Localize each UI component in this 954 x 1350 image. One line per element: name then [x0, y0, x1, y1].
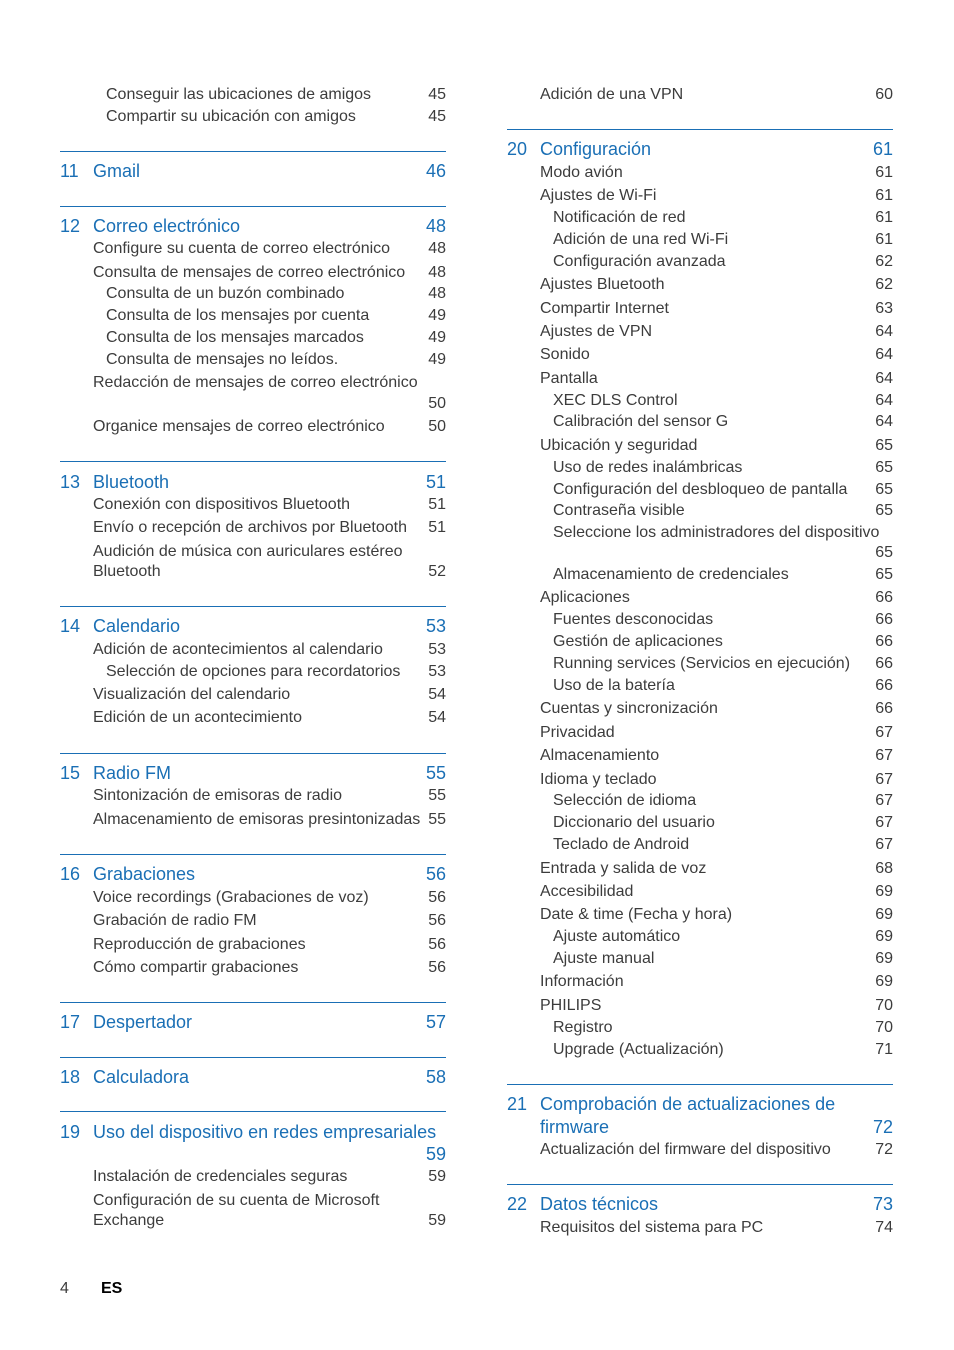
entry-title: Correo electrónico	[93, 216, 241, 236]
entry-page-number: 61	[875, 209, 893, 226]
entry-title: XEC DLS Control	[553, 392, 678, 409]
entry-page-number: 67	[875, 792, 893, 809]
entry-title: Conseguir las ubicaciones de amigos	[106, 86, 372, 103]
entry-page-number: 66	[875, 611, 893, 628]
entry-page-number: 74	[875, 1219, 893, 1236]
entry-title: Gmail	[93, 161, 141, 181]
entry-page-number: 61	[875, 231, 893, 248]
entry-title: Reproducción de grabaciones	[93, 936, 306, 953]
entry-title: Calendario	[93, 616, 181, 636]
entry-page-number: 67	[875, 814, 893, 831]
entry-page-number: 71	[875, 1041, 893, 1058]
entry-page-number: 66	[875, 589, 893, 606]
entry-title: Date & time (Fecha y hora)	[540, 906, 733, 923]
entry-title: Consulta de mensajes no leídos.	[106, 351, 339, 368]
entry-page-number: 57	[425, 1012, 446, 1032]
section-number: 18	[60, 1067, 81, 1087]
entry-title: Ajuste manual	[553, 950, 655, 967]
section-divider	[60, 1111, 446, 1112]
entry-page-number: 65	[875, 544, 893, 561]
entry-page-number: 64	[875, 323, 893, 340]
entry-page-number: 66	[875, 700, 893, 717]
entry-title: Grabaciones	[93, 864, 196, 884]
entry-page-number: 64	[875, 346, 893, 363]
entry-title: Running services (Servicios en ejecución)	[553, 655, 851, 672]
entry-title: Adición de una VPN	[540, 86, 684, 103]
entry-page-number: 49	[428, 307, 446, 324]
entry-title: Organice mensajes de correo electrónico	[93, 418, 385, 435]
entry-page-number: 67	[875, 836, 893, 853]
entry-page-number: 68	[875, 860, 893, 877]
entry-page-number: 56	[428, 912, 446, 929]
entry-page-number: 52	[428, 563, 446, 580]
entry-page-number: 56	[428, 889, 446, 906]
entry-title: Configure su cuenta de correo electrónico	[93, 240, 391, 257]
entry-title: Calculadora	[93, 1067, 190, 1087]
entry-page-number: 69	[875, 950, 893, 967]
entry-title: Requisitos del sistema para PC	[540, 1219, 764, 1236]
entry-page-number: 59	[428, 1212, 446, 1229]
entry-title: Redacción de mensajes de correo electrónico	[93, 374, 418, 391]
entry-title: Entrada y salida de voz	[540, 860, 707, 877]
entry-page-number: 67	[875, 771, 893, 788]
entry-page-number: 45	[428, 108, 446, 125]
entry-title: Ajustes de Wi-Fi	[540, 187, 657, 204]
entry-page-number: 56	[425, 864, 446, 884]
section-divider	[60, 753, 446, 754]
entry-title: Sonido	[540, 346, 590, 363]
entry-page-number: 69	[875, 928, 893, 945]
section-number: 12	[60, 216, 81, 236]
entry-page-number: 70	[875, 997, 893, 1014]
entry-title: Aplicaciones	[540, 589, 630, 606]
entry-page-number: 65	[875, 481, 893, 498]
entry-title: Teclado de Android	[553, 836, 690, 853]
entry-page-number: 59	[428, 1168, 446, 1185]
entry-title: Bluetooth	[93, 472, 170, 492]
section-number: 22	[507, 1194, 528, 1214]
section-number: 14	[60, 616, 81, 636]
section-number: 21	[507, 1094, 528, 1114]
entry-title: Pantalla	[540, 370, 598, 387]
entry-title: Consulta de los mensajes marcados	[106, 329, 364, 346]
entry-page-number: 67	[875, 724, 893, 741]
entry-page-number: 73	[872, 1194, 893, 1214]
entry-page-number: 65	[875, 437, 893, 454]
section-divider	[507, 1184, 893, 1185]
language-code: ES	[101, 1280, 123, 1297]
entry-title: Actualización del firmware del dispositivo	[540, 1141, 831, 1158]
entry-page-number: 58	[425, 1067, 446, 1087]
entry-page-number: 69	[875, 883, 893, 900]
entry-title: Almacenamiento de emisoras presintonizadas	[93, 811, 421, 828]
entry-title: Ajustes de VPN	[540, 323, 653, 340]
entry-title: Exchange	[93, 1212, 165, 1229]
entry-title: Consulta de los mensajes por cuenta	[106, 307, 370, 324]
entry-title: Gestión de aplicaciones	[553, 633, 723, 650]
entry-page-number: 56	[428, 959, 446, 976]
entry-page-number: 53	[428, 641, 446, 658]
entry-page-number: 53	[425, 616, 446, 636]
entry-page-number: 45	[428, 86, 446, 103]
entry-page-number: 60	[875, 86, 893, 103]
entry-title: Calibración del sensor G	[553, 413, 729, 430]
entry-page-number: 65	[875, 459, 893, 476]
entry-title: Almacenamiento de credenciales	[553, 566, 789, 583]
section-divider	[60, 461, 446, 462]
entry-page-number: 54	[428, 709, 446, 726]
section-number: 20	[507, 139, 528, 159]
section-number: 13	[60, 472, 81, 492]
entry-page-number: 64	[875, 413, 893, 430]
entry-page-number: 62	[875, 253, 893, 270]
entry-page-number: 62	[875, 276, 893, 293]
entry-title: Cuentas y sincronización	[540, 700, 718, 717]
entry-title: Configuración del desbloqueo de pantalla	[553, 481, 848, 498]
entry-title: Ajuste automático	[553, 928, 681, 945]
entry-page-number: 61	[875, 164, 893, 181]
section-number: 19	[60, 1122, 81, 1142]
entry-page-number: 69	[875, 973, 893, 990]
entry-page-number: 64	[875, 370, 893, 387]
section-divider	[60, 606, 446, 607]
entry-page-number: 69	[875, 906, 893, 923]
entry-title: Compartir Internet	[540, 300, 669, 317]
entry-title: Información	[540, 973, 624, 990]
entry-page-number: 59	[425, 1144, 446, 1164]
entry-page-number: 63	[875, 300, 893, 317]
entry-page-number: 48	[425, 216, 446, 236]
entry-page-number: 66	[875, 633, 893, 650]
entry-title: Sintonización de emisoras de radio	[93, 787, 343, 804]
entry-title: Notificación de red	[553, 209, 686, 226]
entry-page-number: 48	[428, 285, 446, 302]
entry-page-number: 55	[428, 811, 446, 828]
entry-title: Consulta de mensajes de correo electrónico	[93, 264, 406, 281]
entry-title: Selección de opciones para recordatorios	[106, 663, 401, 680]
section-divider	[60, 151, 446, 152]
entry-page-number: 50	[428, 418, 446, 435]
section-divider	[507, 1084, 893, 1085]
entry-page-number: 61	[875, 187, 893, 204]
entry-title: Diccionario del usuario	[553, 814, 715, 831]
entry-title: Configuración	[540, 139, 652, 159]
entry-title: Configuración de su cuenta de Microsoft	[93, 1192, 380, 1209]
entry-title: Ajustes Bluetooth	[540, 276, 665, 293]
entry-title: Cómo compartir grabaciones	[93, 959, 299, 976]
entry-page-number: 49	[428, 351, 446, 368]
entry-page-number: 49	[428, 329, 446, 346]
entry-page-number: 65	[875, 502, 893, 519]
entry-title: Radio FM	[93, 763, 172, 783]
entry-title: Audición de música con auriculares estéreo	[93, 543, 403, 560]
page-number: 4	[60, 1280, 69, 1297]
section-number: 17	[60, 1012, 81, 1032]
entry-page-number: 66	[875, 677, 893, 694]
entry-page-number: 55	[428, 787, 446, 804]
entry-title: firmware	[540, 1117, 610, 1137]
section-divider	[60, 206, 446, 207]
entry-title: Modo avión	[540, 164, 623, 181]
section-divider	[60, 1057, 446, 1058]
entry-page-number: 51	[428, 496, 446, 513]
entry-title: Fuentes desconocidas	[553, 611, 714, 628]
entry-title: Adición de acontecimientos al calendario	[93, 641, 383, 658]
entry-title: Uso del dispositivo en redes empresariales	[93, 1122, 437, 1142]
entry-page-number: 64	[875, 392, 893, 409]
entry-title: Conexión con dispositivos Bluetooth	[93, 496, 351, 513]
entry-page-number: 65	[875, 566, 893, 583]
entry-title: Visualización del calendario	[93, 686, 291, 703]
entry-page-number: 54	[428, 686, 446, 703]
entry-page-number: 70	[875, 1019, 893, 1036]
entry-title: Despertador	[93, 1012, 193, 1032]
section-number: 11	[60, 161, 79, 181]
entry-title: Privacidad	[540, 724, 615, 741]
section-number: 16	[60, 864, 81, 884]
entry-title: Seleccione los administradores del dispositivo	[553, 524, 880, 541]
entry-title: Envío o recepción de archivos por Bluetooth	[93, 519, 407, 536]
entry-page-number: 48	[428, 264, 446, 281]
entry-page-number: 53	[428, 663, 446, 680]
entry-page-number: 48	[428, 240, 446, 257]
entry-title: Uso de la batería	[553, 677, 675, 694]
entry-title: Datos técnicos	[540, 1194, 659, 1214]
section-divider	[60, 854, 446, 855]
entry-title: Upgrade (Actualización)	[553, 1041, 724, 1058]
entry-title: Accesibilidad	[540, 883, 634, 900]
entry-page-number: 61	[872, 139, 893, 159]
entry-title: Idioma y teclado	[540, 771, 657, 788]
entry-title: Consulta de un buzón combinado	[106, 285, 345, 302]
entry-title: Grabación de radio FM	[93, 912, 257, 929]
entry-title: Compartir su ubicación con amigos	[106, 108, 356, 125]
entry-page-number: 72	[875, 1141, 893, 1158]
entry-page-number: 46	[425, 161, 446, 181]
entry-title: Instalación de credenciales seguras	[93, 1168, 348, 1185]
entry-title: Comprobación de actualizaciones de	[540, 1094, 836, 1114]
entry-title: Edición de un acontecimiento	[93, 709, 303, 726]
entry-title: Voice recordings (Grabaciones de voz)	[93, 889, 369, 906]
entry-page-number: 51	[428, 519, 446, 536]
entry-page-number: 51	[425, 472, 446, 492]
entry-title: PHILIPS	[540, 997, 602, 1014]
section-number: 15	[60, 763, 81, 783]
entry-title: Uso de redes inalámbricas	[553, 459, 743, 476]
entry-page-number: 56	[428, 936, 446, 953]
entry-page-number: 55	[425, 763, 446, 783]
entry-title: Configuración avanzada	[553, 253, 726, 270]
entry-title: Registro	[553, 1019, 613, 1036]
entry-title: Bluetooth	[93, 563, 161, 580]
entry-title: Ubicación y seguridad	[540, 437, 698, 454]
entry-title: Almacenamiento	[540, 747, 660, 764]
entry-title: Selección de idioma	[553, 792, 697, 809]
entry-page-number: 66	[875, 655, 893, 672]
entry-page-number: 72	[872, 1117, 893, 1137]
entry-page-number: 67	[875, 747, 893, 764]
section-divider	[507, 129, 893, 130]
entry-page-number: 50	[428, 395, 446, 412]
entry-title: Adición de una red Wi-Fi	[553, 231, 729, 248]
section-divider	[60, 1002, 446, 1003]
entry-title: Contraseña visible	[553, 502, 685, 519]
